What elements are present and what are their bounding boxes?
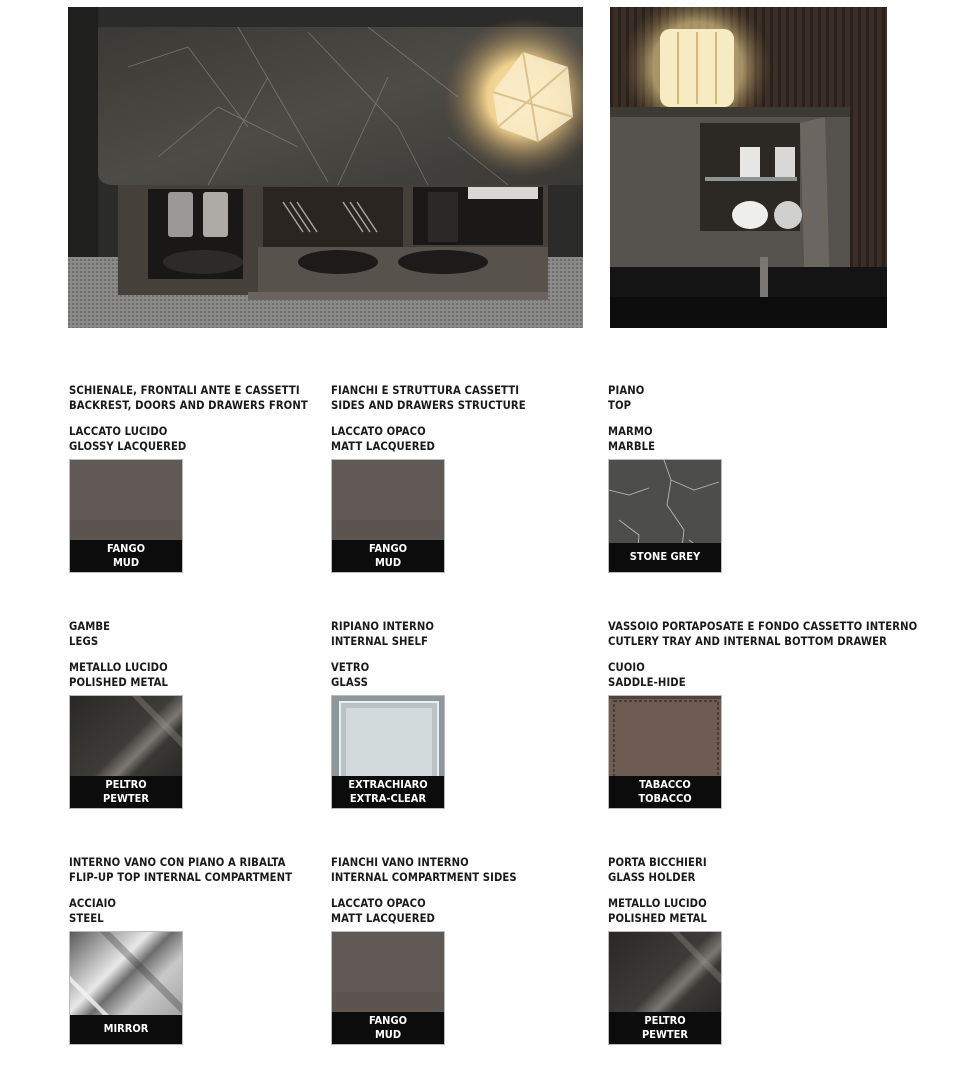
part-label-it: RIPIANO INTERNO (331, 620, 435, 633)
swatch-name-en: MUD (112, 556, 140, 569)
part-label-en: CUTLERY TRAY AND INTERNAL BOTTOM DRAWER (608, 634, 887, 648)
part-label-en: INTERNAL SHELF (331, 634, 429, 648)
part-label (331, 620, 621, 649)
swatch-name-en: PEWTER (641, 1028, 689, 1041)
material-cell-r3-c3 (608, 856, 898, 1041)
swatch-caption (609, 776, 721, 808)
swatch-caption (609, 543, 721, 572)
material-label-en: MATT LACQUERED (331, 439, 436, 453)
swatch-name-it: FANGO (369, 542, 407, 555)
material-label-en: GLOSSY LACQUERED (69, 439, 187, 453)
sideboard-open-compartment-photo (610, 7, 887, 328)
material-cell-r1-c3 (608, 384, 898, 563)
material-label-it: LACCATO OPACO (331, 425, 426, 438)
material-label-it: METALLO LUCIDO (608, 897, 707, 910)
material-label (69, 897, 116, 926)
material-label-it: LACCATO OPACO (331, 897, 426, 910)
swatch-name-en: MUD (374, 556, 402, 569)
material-cell-r2-c3 (608, 620, 918, 805)
part-label (608, 856, 898, 885)
part-label-it: SCHIENALE, FRONTALI ANTE E CASSETTI (69, 384, 300, 397)
finish-swatch[interactable] (331, 459, 445, 573)
finish-swatch[interactable] (69, 459, 183, 573)
swatch-caption (332, 540, 444, 572)
swatch-caption (70, 776, 182, 808)
swatch-caption (609, 1012, 721, 1044)
material-label-it: VETRO (331, 661, 370, 674)
finish-swatch[interactable] (608, 459, 722, 573)
swatch-name-it: PELTRO (105, 778, 147, 791)
part-label (69, 856, 359, 885)
part-label-it: INTERNO VANO CON PIANO A RIBALTA (69, 856, 286, 869)
part-label-it: GAMBE (69, 620, 111, 633)
material-label (331, 661, 369, 690)
part-label (69, 620, 359, 649)
material-cell-r3-c2 (331, 856, 621, 1041)
finish-swatch[interactable] (69, 931, 183, 1045)
material-label-en: SADDLE-HIDE (608, 675, 686, 689)
finish-swatch[interactable] (608, 695, 722, 809)
material-cell-r1-c2 (331, 384, 621, 569)
material-label-en: MATT LACQUERED (331, 911, 436, 925)
part-label-en: GLASS HOLDER (608, 870, 696, 884)
swatch-name-en: MUD (374, 1028, 402, 1041)
material-label (608, 897, 707, 926)
swatch-name-it: MIRROR (103, 1022, 149, 1035)
swatch-name-en: EXTRA-CLEAR (349, 792, 427, 805)
swatch-name-it: FANGO (107, 542, 145, 555)
part-label-en: BACKREST, DOORS AND DRAWERS FRONT (69, 398, 308, 412)
swatch-caption (332, 1012, 444, 1044)
part-label-en: LEGS (69, 634, 99, 648)
part-label-it: PORTA BICCHIERI (608, 856, 707, 869)
part-label (331, 856, 621, 885)
material-label-en: STEEL (69, 911, 104, 925)
material-label-it: METALLO LUCIDO (69, 661, 168, 674)
part-label-en: SIDES AND DRAWERS STRUCTURE (331, 398, 526, 412)
swatch-caption (70, 1015, 182, 1044)
material-label-en: POLISHED METAL (608, 911, 707, 925)
part-label-en: FLIP-UP TOP INTERNAL COMPARTMENT (69, 870, 293, 884)
sideboard-drawers-photo (68, 7, 583, 328)
part-label-en: INTERNAL COMPARTMENT SIDES (331, 870, 517, 884)
swatch-caption (332, 776, 444, 808)
part-label-it: PIANO (608, 384, 645, 397)
swatch-caption (70, 540, 182, 572)
material-label (608, 425, 655, 454)
swatch-name-it: TABACCO (639, 778, 691, 791)
swatch-name-en: PEWTER (102, 792, 150, 805)
finish-swatch[interactable] (331, 931, 445, 1045)
material-label (69, 425, 186, 454)
material-label-it: ACCIAIO (69, 897, 117, 910)
material-label-en: MARBLE (608, 439, 656, 453)
material-label-en: POLISHED METAL (69, 675, 168, 689)
material-cell-r2-c2 (331, 620, 621, 805)
swatch-name-it: STONE GREY (629, 550, 701, 563)
material-label (608, 661, 686, 690)
swatch-name-it: PELTRO (644, 1014, 686, 1027)
part-label-it: FIANCHI E STRUTTURA CASSETTI (331, 384, 520, 397)
part-label-it: VASSOIO PORTAPOSATE E FONDO CASSETTO INTERNO (608, 620, 918, 633)
part-label (608, 384, 898, 413)
material-cell-r1-c1 (69, 384, 359, 569)
part-label-en: TOP (608, 398, 632, 412)
material-label (331, 897, 435, 926)
material-label-it: MARMO (608, 425, 653, 438)
swatch-name-en: TOBACCO (638, 792, 692, 805)
material-label (69, 661, 168, 690)
part-label (608, 620, 918, 649)
material-label-en: GLASS (331, 675, 368, 689)
finish-swatch[interactable] (69, 695, 183, 809)
swatch-name-it: EXTRACHIARO (348, 778, 428, 791)
part-label (69, 384, 359, 413)
material-label-it: LACCATO LUCIDO (69, 425, 168, 438)
material-label-it: CUOIO (608, 661, 645, 674)
part-label (331, 384, 621, 413)
finish-swatch[interactable] (608, 931, 722, 1045)
swatch-name-it: FANGO (369, 1014, 407, 1027)
material-cell-r3-c1 (69, 856, 359, 1035)
part-label-it: FIANCHI VANO INTERNO (331, 856, 469, 869)
material-label (331, 425, 435, 454)
finish-swatch[interactable] (331, 695, 445, 809)
